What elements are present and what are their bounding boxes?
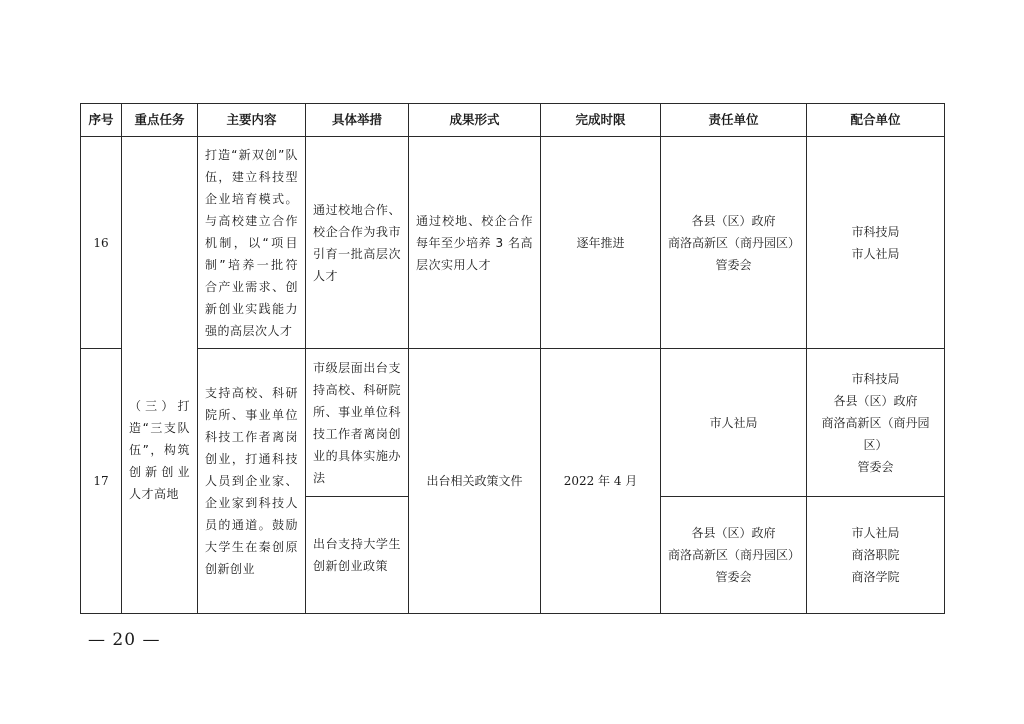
row17-sub2-responsible: [661, 497, 807, 614]
header-content: 主要内容: [198, 104, 306, 137]
row17-content: 支持高校、科研院所、事业单位科技工作者离岗创业，打通科技人员到企业家、企业家到科技人员的通道。鼓励大学生在秦创原创新创业: [198, 349, 306, 614]
row17-sub1-measure: 市级层面出台支持高校、科研院所、事业单位科技工作者离岗创业的具体实施办法: [306, 349, 409, 497]
header-row: [81, 104, 945, 137]
header-seq: 序号: [81, 104, 122, 137]
row17-no: 17: [81, 349, 122, 614]
responsible-line: 管委会: [715, 570, 752, 584]
page-number: — 20 —: [88, 630, 161, 650]
cooperate-line: 管委会: [857, 459, 894, 474]
row17-deadline: 2022 年 4 月: [541, 349, 661, 614]
row17-sub1-cooperate: [807, 349, 945, 497]
responsible-line: 各县（区）政府: [691, 213, 776, 228]
row16-content: 打造“新双创”队伍，建立科技型企业培育模式。与高校建立合作机制，以“项目制”培养一批符合产业需求、创新创业实践能力强的高层次人才: [198, 137, 306, 349]
table-row: [81, 349, 945, 497]
task-table: [80, 103, 945, 614]
responsible-line: 各县（区）政府: [691, 526, 776, 540]
cooperate-line: 市科技局: [851, 224, 900, 239]
responsible-line: 商洛高新区（商丹园区）: [668, 235, 801, 250]
cooperate-line: 市人社局: [851, 246, 900, 261]
header-responsible: 责任单位: [661, 104, 807, 137]
row17-result: 出台相关政策文件: [409, 349, 541, 614]
row16-measure: 通过校地合作、校企合作为我市引育一批高层次人才: [306, 137, 409, 349]
table-row: [81, 137, 945, 349]
row17-sub2-cooperate: [807, 497, 945, 614]
header-measure: 具体举措: [306, 104, 409, 137]
row16-responsible: [661, 137, 807, 349]
header-task: 重点任务: [122, 104, 198, 137]
row16-result: 通过校地、校企合作每年至少培养 3 名高层次实用人才: [409, 137, 541, 349]
cooperate-line: 市科技局: [851, 371, 900, 386]
header-result: 成果形式: [409, 104, 541, 137]
task-cell: （三）打造“三支队伍”，构筑创新创业人才高地: [122, 137, 198, 614]
row16-cooperate: [807, 137, 945, 349]
cooperate-line: 各县（区）政府: [833, 393, 918, 408]
responsible-line: 市人社局: [709, 415, 758, 430]
row16-no: 16: [81, 137, 122, 349]
cooperate-line: 商洛学院: [851, 570, 900, 584]
row17-sub2-measure: 出台支持大学生创新创业政策: [306, 497, 409, 614]
cooperate-line: 商洛职院: [851, 548, 900, 562]
cooperate-line: 市人社局: [851, 526, 900, 540]
responsible-line: 商洛高新区（商丹园区）: [668, 548, 801, 562]
row17-sub1-responsible: [661, 349, 807, 497]
cooperate-line: 商洛高新区（商丹园区）: [821, 415, 930, 452]
row16-deadline: 逐年推进: [541, 137, 661, 349]
header-deadline: 完成时限: [541, 104, 661, 137]
header-cooperate: 配合单位: [807, 104, 945, 137]
responsible-line: 管委会: [715, 257, 752, 272]
